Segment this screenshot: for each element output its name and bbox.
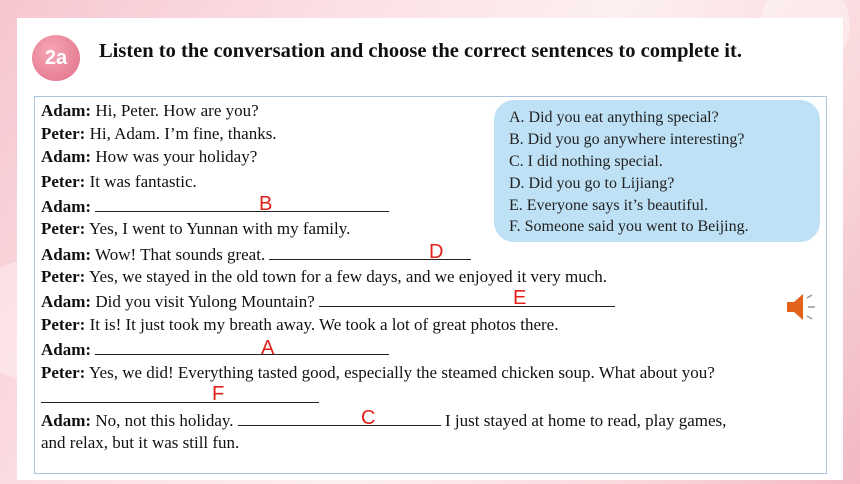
speaker-label: Peter: [41,267,86,286]
speaker-label: Peter: [41,219,86,238]
option-f: F. Someone said you went to Beijing. [509,218,749,235]
dialogue-line [41,218,350,240]
line-text: Hi, Adam. I’m fine, thanks. [85,124,277,143]
slide-card [17,18,843,480]
dialogue-line [41,123,277,145]
answer-mark: D [429,241,444,263]
speaker-label: Adam: [41,292,92,311]
speaker-icon[interactable] [784,290,818,324]
dialogue-line [41,266,607,288]
line-text: I just stayed at home to read, play games, [440,411,727,430]
option-a: A. Did you eat anything special? [509,109,719,126]
option-c: C. I did nothing special. [509,153,663,170]
answer-blank [41,383,319,405]
line-text: No, not this holiday. [91,411,238,430]
dialogue-line [41,338,389,361]
speaker-label: Peter: [41,124,86,143]
speaker-label: Adam: [41,147,92,166]
dialogue-line [41,287,615,313]
dialogue-line [41,362,715,384]
option-e: E. Everyone says it’s beautiful. [509,197,709,214]
option-b: B. Did you go anywhere interesting? [509,131,745,148]
answer-mark: F [212,383,225,405]
answer-blank [95,338,389,355]
dialogue-line [41,243,471,266]
dialogue-line [41,409,726,432]
speaker-label: Peter: [41,363,86,382]
line-text: and relax, but it was still fun. [41,433,240,452]
exercise-badge: 2a [32,35,80,81]
speaker-label: Peter: [41,172,86,191]
line-text: Wow! That sounds great. [91,245,270,264]
dialogue-line [41,432,239,454]
answer-mark: A [261,337,275,359]
answer-mark: B [259,193,273,215]
answer-blank [238,407,441,429]
option-d: D. Did you go to Lijiang? [509,175,675,192]
instruction-text: Listen to the conversation and choose the correct sentences to complete it. [99,40,742,62]
line-text: Yes, we did! Everything tasted good, especially the steamed chicken soup. What about you? [85,363,715,382]
line-text: It is! It just took my breath away. We took a lot of great photos there. [85,315,559,334]
speaker-label: Adam: [41,101,92,120]
speaker-label: Peter: [41,315,86,334]
dialogue-line [41,146,257,168]
dialogue-line [41,383,319,409]
speaker-label: Adam: [41,340,92,359]
answer-mark: E [513,287,527,309]
answer-blank [319,287,615,309]
line-text: Did you visit Yulong Mountain? [91,292,319,311]
line-text: It was fantastic. [85,172,197,191]
line-text: Hi, Peter. How are you? [91,101,259,120]
dialogue-line [41,171,197,193]
answer-mark: C [361,407,376,429]
options-panel [494,100,820,242]
speaker-label: Adam: [41,197,92,216]
speaker-label: Adam: [41,245,92,264]
answer-blank [95,193,389,215]
dialogue-line [41,100,259,122]
dialogue-line [41,195,389,218]
dialogue-line [41,314,558,336]
line-text: Yes, we stayed in the old town for a few days, and we enjoyed it very much. [85,267,608,286]
line-text: How was your holiday? [91,147,258,166]
speaker-label: Adam: [41,411,92,430]
line-text: Yes, I went to Yunnan with my family. [85,219,351,238]
